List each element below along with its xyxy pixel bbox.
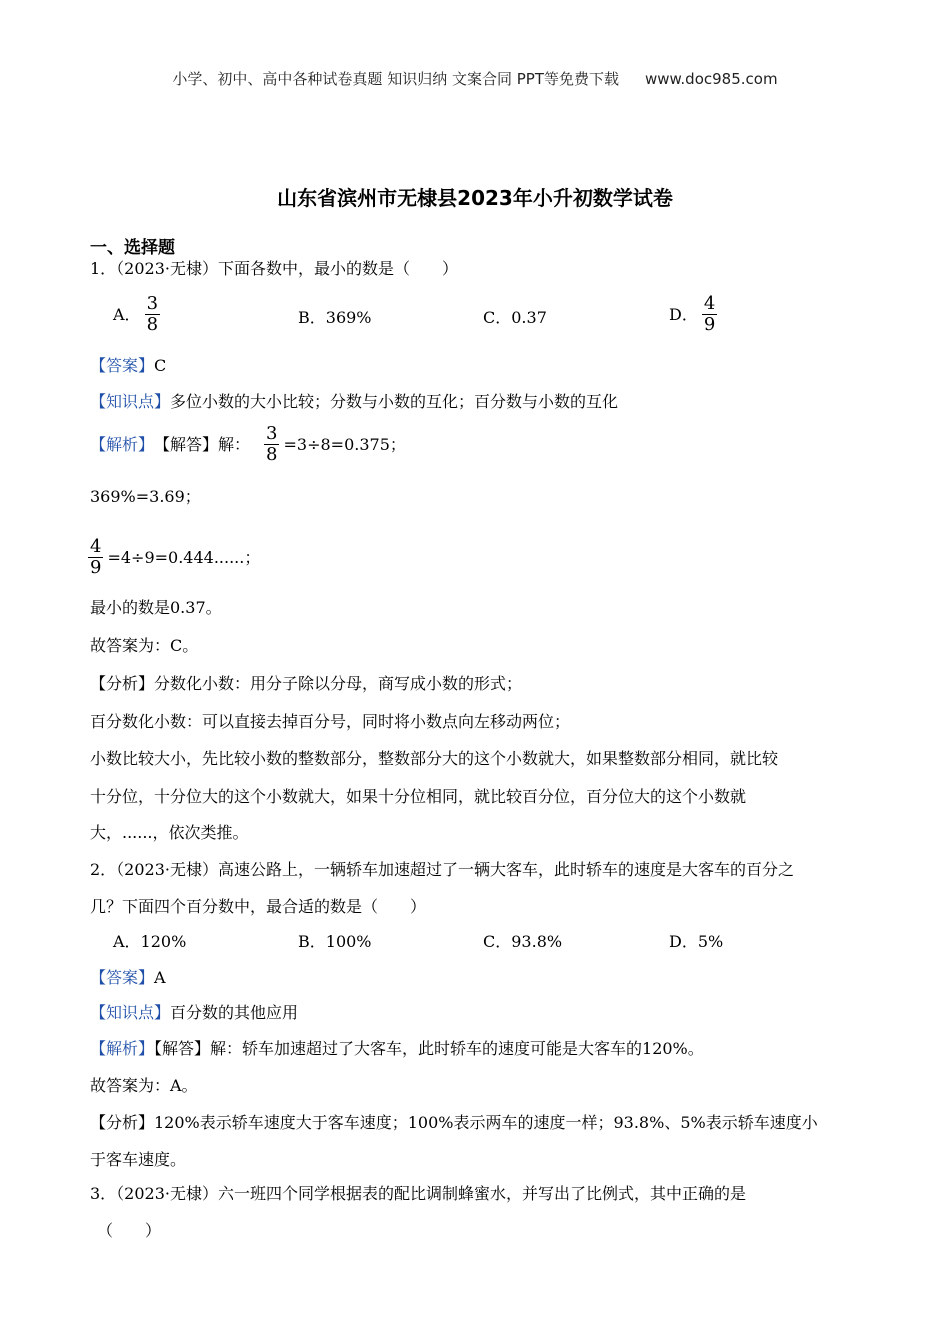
q1-option-d-prefix: D． <box>669 304 698 324</box>
knowledge-text: 百分数的其他应用 <box>170 1003 299 1022</box>
q1-analysis-note-3: 小数比较大小，先比较小数的整数部分，整数部分大的这个小数就大，如果整数部分相同，就比较 <box>90 749 779 768</box>
fraction-denominator: 9 <box>703 313 716 335</box>
q1-knowledge-point <box>90 392 618 411</box>
answer-value: A <box>154 968 166 987</box>
analysis-tag: 【解析】 <box>90 434 155 454</box>
q1-line-conclusion: 故答案为：C。 <box>90 636 199 655</box>
q1-option-a-fraction <box>145 294 160 335</box>
q1-analysis-note-4: 十分位，十分位大的这个小数就大，如果十分位相同，就比较百分位，百分位大的这个小数就 <box>90 787 747 806</box>
q1-option-a <box>113 294 164 335</box>
q2-option-c: C．93.8% <box>483 932 563 951</box>
q2-option-b: B．100% <box>298 932 372 951</box>
header-text: 小学、初中、高中各种试卷真题 知识归纳 文案合同 PPT等免费下载 <box>172 70 619 88</box>
line-fraction <box>88 537 103 578</box>
analysis-prefix: 【解答】解： <box>154 434 251 454</box>
fraction-denominator: 8 <box>266 443 278 465</box>
knowledge-text: 多位小数的大小比较；分数与小数的互化；百分数与小数的互化 <box>170 392 619 411</box>
q1-line-smallest: 最小的数是0.37。 <box>90 598 222 617</box>
analysis-text: 【解答】解：轿车加速超过了大客车，此时轿车的速度可能是大客车的120%。 <box>154 1039 704 1058</box>
fraction-numerator: 4 <box>90 536 102 557</box>
q1-option-d-fraction <box>702 294 717 335</box>
fraction-numerator: 4 <box>703 293 716 314</box>
q2-stem-line-1: 2．（2023·无棣）高速公路上，一辆轿车加速超过了一辆大客车，此时轿车的速度是大客车的百分之 <box>90 860 794 879</box>
section-heading: 一、选择题 <box>90 238 175 258</box>
q1-option-c: C．0.37 <box>483 308 547 327</box>
q1-answer <box>90 356 166 375</box>
analysis-calc: =3÷8=0.375； <box>283 434 406 454</box>
answer-tag: 【答案】 <box>90 968 155 987</box>
q1-analysis <box>90 424 406 465</box>
answer-value: C <box>154 356 167 375</box>
fraction-numerator: 3 <box>146 293 159 314</box>
q1-analysis-note-2: 百分数化小数：可以直接去掉百分号，同时将小数点向左移动两位； <box>90 712 571 731</box>
page-header <box>0 68 950 89</box>
q2-option-a: A．120% <box>113 932 187 951</box>
q3-stem-line-1: 3．（2023·无棣）六一班四个同学根据表的配比调制蜂蜜水，并写出了比例式，其中正确的是 <box>90 1184 746 1203</box>
q2-knowledge-point <box>90 1003 298 1022</box>
q2-analysis <box>90 1039 704 1058</box>
q1-analysis-note-1: 【分析】分数化小数：用分子除以分母，商写成小数的形式； <box>90 674 523 693</box>
q3-stem-line-2: （ ） <box>97 1221 162 1240</box>
q1-line-fraction <box>88 537 260 578</box>
fraction-numerator: 3 <box>266 423 278 444</box>
knowledge-tag: 【知识点】 <box>90 1003 171 1022</box>
answer-tag: 【答案】 <box>90 356 155 375</box>
q2-option-d: D．5% <box>669 932 724 951</box>
q2-analysis-note-2: 于客车速度。 <box>90 1150 187 1169</box>
page-title: 山东省滨州市无棣县2023年小升初数学试卷 <box>277 186 673 210</box>
q1-analysis-note-5: 大，......，依次类推。 <box>90 823 249 842</box>
q1-line-percent: 369%=3.69； <box>90 487 201 506</box>
q2-stem-line-2: 几？下面四个百分数中，最合适的数是（ ） <box>90 897 427 916</box>
header-url[interactable]: www.doc985.com <box>644 70 778 88</box>
q2-line-conclusion: 故答案为：A。 <box>90 1076 198 1095</box>
analysis-tag: 【解析】 <box>90 1039 155 1058</box>
q2-analysis-note-1: 【分析】120%表示轿车速度大于客车速度；100%表示两车的速度一样；93.8%、5%表示轿车速度小 <box>90 1113 818 1132</box>
q1-option-d <box>669 294 721 335</box>
fraction-denominator: 8 <box>146 313 159 335</box>
q1-option-b: B．369% <box>298 308 372 327</box>
q1-option-a-prefix: A． <box>113 304 141 324</box>
line-calc: =4÷9=0.444......； <box>107 547 261 567</box>
q1-stem: 1．（2023·无棣）下面各数中，最小的数是（ ） <box>90 259 458 278</box>
q2-answer <box>90 968 166 987</box>
fraction-denominator: 9 <box>90 556 102 578</box>
knowledge-tag: 【知识点】 <box>90 392 171 411</box>
analysis-fraction <box>264 424 279 465</box>
